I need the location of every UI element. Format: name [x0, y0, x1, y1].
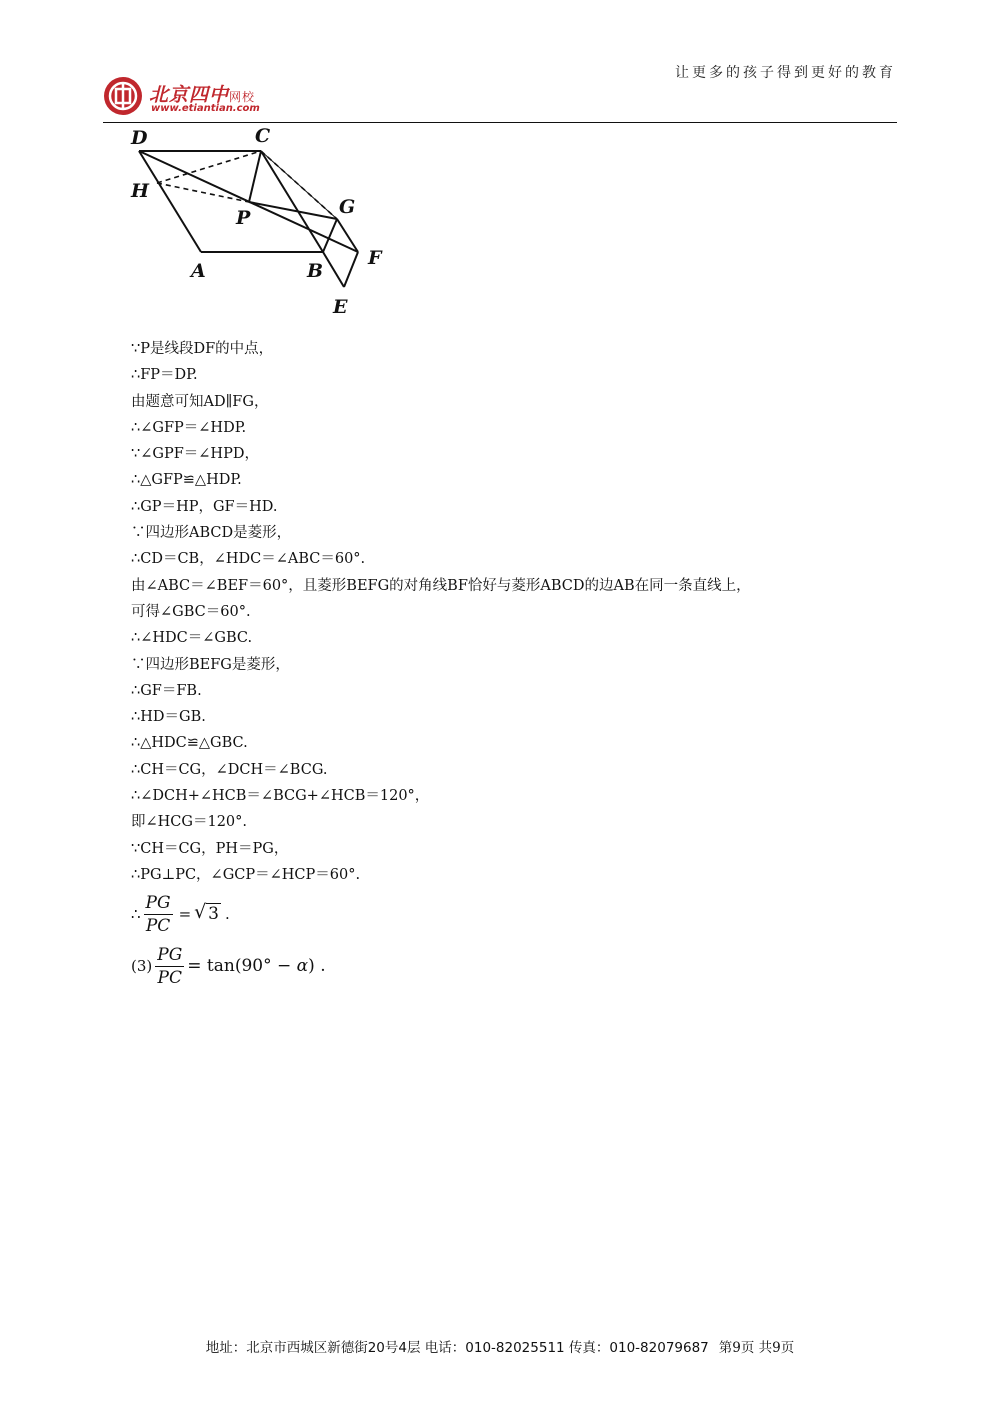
label-D: D: [131, 127, 148, 149]
proof-line: ∴PG⊥PC，∠GCP＝∠HCP＝60°.: [131, 866, 361, 883]
proof-line: ∴△HDC≌△GBC.: [131, 735, 248, 752]
conclusion-formula: [131, 888, 891, 940]
proof-line: ∵四边形ABCD是菱形，: [131, 525, 292, 542]
proof-line: 由题意可知AD∥FG，: [131, 393, 269, 410]
fraction-pg-pc: [155, 944, 184, 989]
geometry-figure: [125, 124, 395, 320]
proof-line: ∴HD＝GB.: [131, 709, 206, 726]
part3-formula: [131, 940, 891, 992]
label-B: B: [307, 260, 324, 282]
alpha-symbol: α: [296, 956, 309, 977]
proof-line: 即∠HCG＝120°.: [131, 814, 248, 831]
segment-CG-solid: [261, 151, 337, 219]
segment-EB: [323, 252, 344, 287]
proof-line: ∴FP＝DP.: [131, 367, 198, 384]
page-number: 第9页 共9页: [718, 1340, 795, 1356]
fraction-denominator: PC: [157, 967, 182, 988]
proof-line: 由∠ABC＝∠BEF＝60°，且菱形BEFG的对角线BF恰好与菱形ABCD的边AB在同一条直线上，: [131, 577, 751, 594]
proof-line: ∵四边形BEFG是菱形，: [131, 656, 290, 673]
label-H: H: [131, 180, 149, 202]
equals-sign: =: [178, 905, 192, 924]
fraction-pg-pc: [144, 892, 173, 937]
proof-line: ∵∠GPF＝∠HPD，: [131, 446, 259, 463]
logo-url: www.etiantian.com: [151, 103, 260, 114]
fraction-denominator: PC: [145, 915, 171, 936]
proof-line: ∴∠GFP＝∠HDP.: [131, 419, 247, 436]
closing-paren: ) .: [308, 956, 326, 977]
radicand: 3: [208, 904, 219, 925]
fraction-numerator: PG: [145, 892, 171, 913]
logo-emblem-icon: [103, 76, 143, 116]
proof-text: [131, 336, 891, 992]
tan-expression: = tan(90° −: [187, 956, 297, 977]
label-P: P: [236, 207, 251, 229]
proof-line: ∴∠DCH+∠HCB＝∠BCG+∠HCB＝120°，: [131, 788, 430, 805]
fraction-numerator: PG: [157, 944, 183, 965]
proof-line: ∴△GFP≌△HDP.: [131, 472, 242, 489]
proof-line: ∴CH＝CG，∠DCH＝∠BCG.: [131, 761, 328, 778]
header-slogan: 让更多的孩子得到更好的教育: [675, 65, 896, 81]
label-G: G: [339, 196, 356, 218]
label-E: E: [333, 296, 348, 318]
rhombus-diagram: [125, 124, 395, 320]
segment-FE: [344, 252, 358, 287]
segment-CP: [249, 151, 261, 202]
period: .: [224, 905, 230, 924]
logo-name: 北京四中网校: [149, 84, 256, 106]
proof-line: ∵P是线段DF的中点，: [131, 341, 274, 357]
segment-CB: [261, 151, 323, 252]
proof-line: ∴GP＝HP，GF＝HD.: [131, 498, 278, 515]
label-A: A: [191, 260, 206, 282]
proof-line: ∴GF＝FB.: [131, 682, 202, 699]
footer-address: 地址：北京市西城区新德街20号4层 电话：010-82025511 传真：010-82079687: [205, 1340, 709, 1356]
part3-label: (3): [131, 957, 153, 976]
proof-line: ∴∠HDC＝∠GBC.: [131, 630, 253, 647]
header-divider: [103, 122, 897, 123]
proof-line: 可得∠GBC＝60°.: [131, 603, 251, 620]
page-footer: [0, 1336, 1000, 1356]
site-logo[interactable]: [103, 76, 283, 120]
therefore-symbol: ∴: [131, 905, 141, 924]
proof-line: ∴CD＝CB，∠HDC＝∠ABC＝60°.: [131, 551, 366, 568]
label-C: C: [255, 125, 271, 147]
segment-BG: [323, 219, 337, 252]
radical-sign-icon: √: [194, 901, 207, 924]
label-F: F: [368, 247, 382, 269]
proof-line: ∵CH＝CG，PH＝PG，: [131, 840, 289, 857]
dashed-HP: [157, 183, 249, 202]
square-root: [194, 901, 221, 925]
